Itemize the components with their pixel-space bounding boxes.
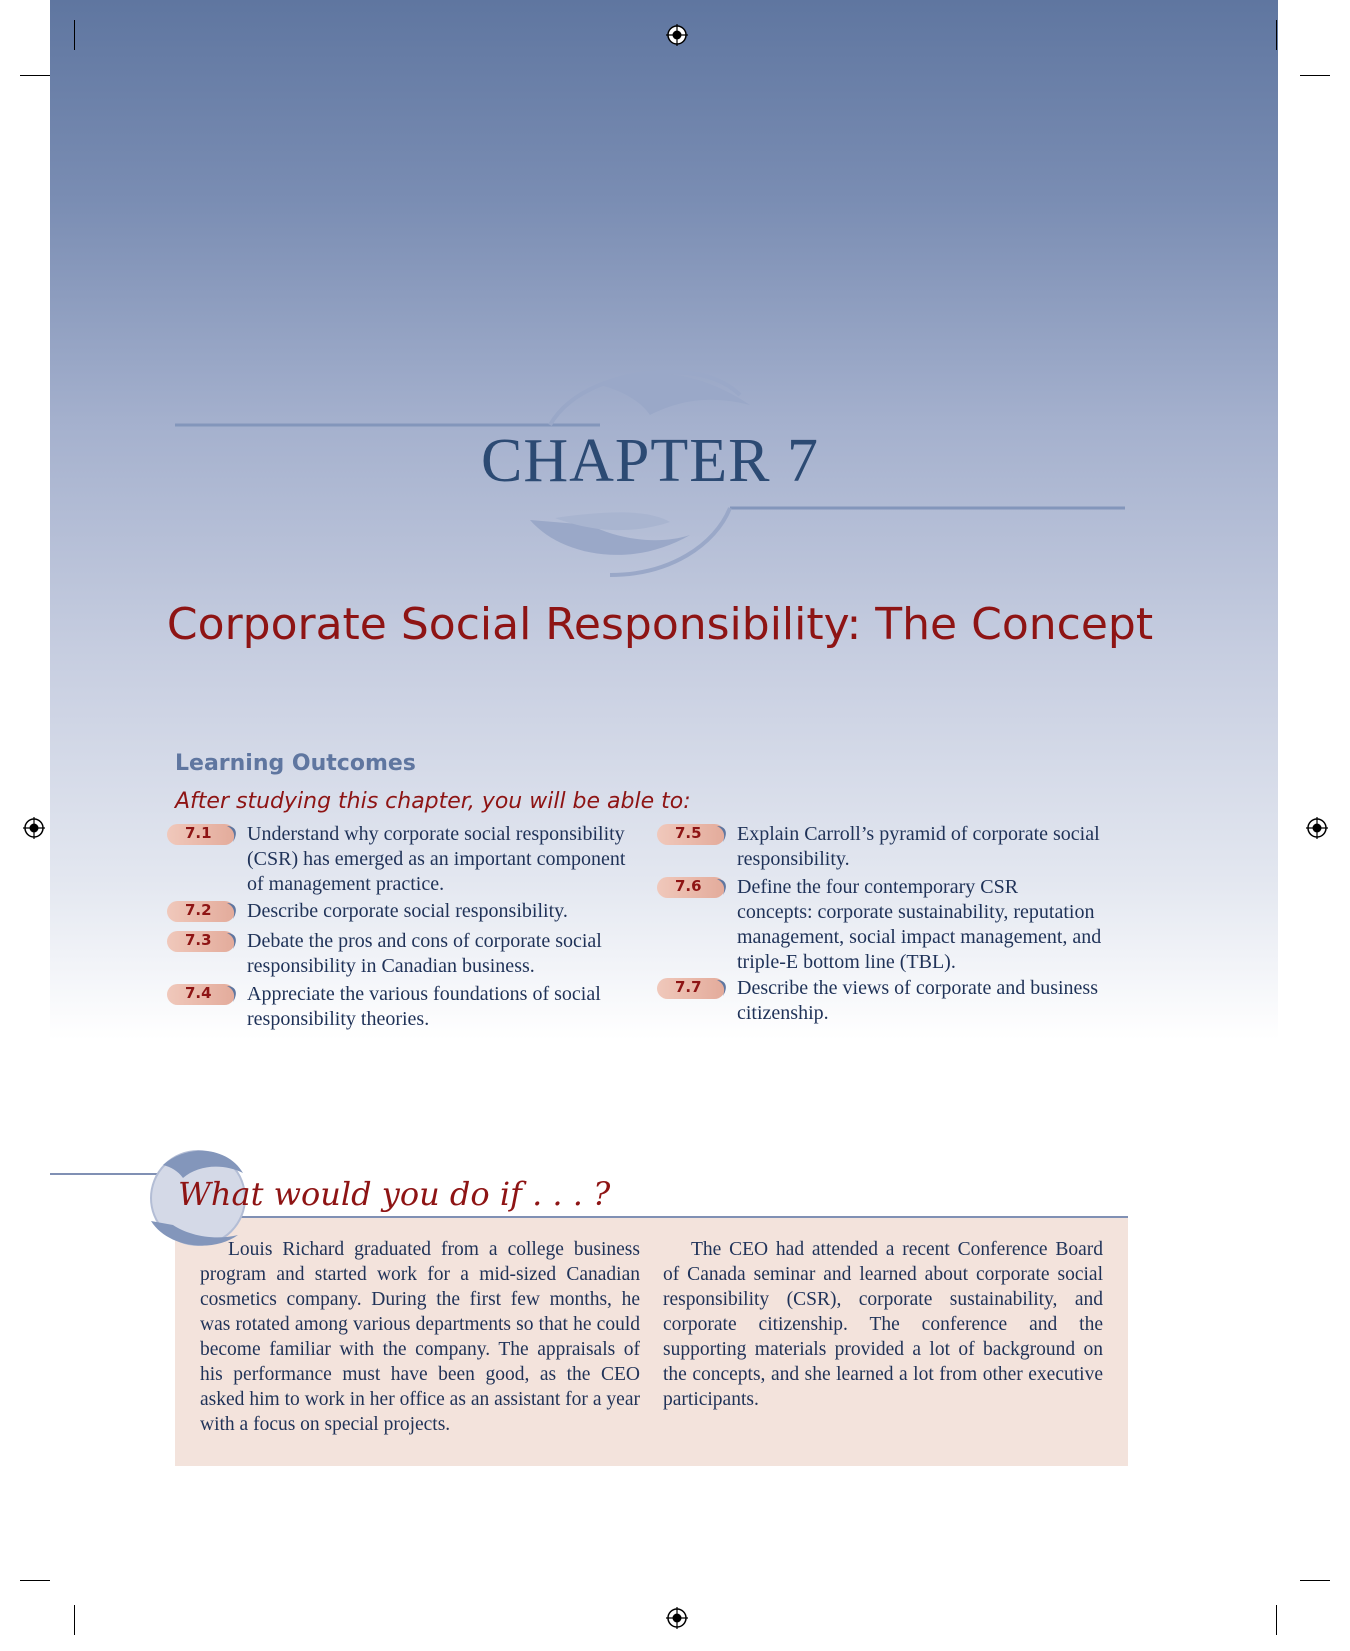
crop-mark	[1300, 1580, 1330, 1581]
outcome-text-line: management, social impact management, and	[737, 926, 1102, 948]
swirl-arrow-icon	[713, 822, 735, 846]
crop-mark	[1300, 75, 1330, 76]
case-paragraph-right: The CEO had attended a recent Conference Board of Canada seminar and learned about corporate social responsibility (CSR), corporate sustainability, and corporate citizenship. The conference and the supporting materials provided a lot of background on the concepts, and she learned a lot from other executive participants.	[663, 1239, 1103, 1410]
outcome-text-line: Understand why corporate social responsibility	[247, 823, 625, 845]
outcome-text-line: Define the four contemporary CSR	[737, 876, 1019, 898]
swirl-arrow-icon	[223, 929, 245, 953]
crop-mark	[74, 20, 75, 50]
crop-mark	[1276, 1605, 1277, 1635]
outcome-text-line: (CSR) has emerged as an important component	[247, 848, 626, 870]
outcome-text-line: concepts: corporate sustainability, reputation	[737, 901, 1095, 923]
outcome-number: 7.4	[185, 984, 212, 1002]
crop-mark	[74, 1605, 75, 1635]
outcome-text-line: Describe corporate social responsibility.	[247, 900, 568, 922]
outcome-text-line: Appreciate the various foundations of social	[247, 983, 601, 1005]
registration-mark-icon	[23, 817, 45, 839]
swirl-arrow-icon	[713, 976, 735, 1000]
outcome-text-line: of management practice.	[247, 873, 445, 895]
learning-outcomes-subheading: After studying this chapter, you will be able to:	[175, 789, 691, 814]
swirl-arrow-icon	[713, 875, 735, 899]
outcome-number: 7.5	[675, 824, 702, 842]
outcome-number: 7.1	[185, 824, 212, 842]
outcome-text-line: responsibility theories.	[247, 1008, 430, 1030]
outcome-text-line: triple-E bottom line (TBL).	[737, 951, 956, 973]
crop-mark	[20, 75, 50, 76]
outcome-text-line: Explain Carroll’s pyramid of corporate social	[737, 823, 1100, 845]
chapter-title: Corporate Social Responsibility: The Concept	[166, 599, 1154, 650]
crop-mark	[20, 1580, 50, 1581]
learning-outcomes-heading: Learning Outcomes	[175, 751, 416, 776]
outcome-text-line: responsibility in Canadian business.	[247, 955, 535, 977]
crop-mark	[1276, 20, 1277, 50]
outcome-text-line: Describe the views of corporate and business	[737, 977, 1098, 999]
outcome-text-line: citizenship.	[737, 1002, 829, 1024]
what-would-you-do-title: What would you do if . . . ?	[178, 1175, 611, 1213]
registration-mark-icon	[666, 1607, 688, 1629]
outcome-text-line: Debate the pros and cons of corporate social	[247, 930, 602, 952]
outcome-number: 7.7	[675, 978, 702, 996]
registration-mark-icon	[666, 24, 688, 46]
case-paragraph-left: Louis Richard graduated from a college business program and started work for a mid-sized Canadian cosmetics company. During the first few months, he was rotated among various departments so that he could become familiar with the company. The appraisals of his performance must have been good, as the CEO asked him to work in her office as an assistant for a year with a focus on special projects.	[200, 1239, 640, 1435]
swirl-arrow-icon	[223, 982, 245, 1006]
registration-mark-icon	[1306, 817, 1328, 839]
swirl-arrow-icon	[223, 822, 245, 846]
chapter-label: CHAPTER 7	[481, 427, 819, 495]
outcome-number: 7.3	[185, 931, 212, 949]
swirl-arrow-icon	[223, 899, 245, 923]
outcome-text-line: responsibility.	[737, 848, 850, 870]
outcome-number: 7.2	[185, 901, 212, 919]
outcome-number: 7.6	[675, 877, 702, 895]
